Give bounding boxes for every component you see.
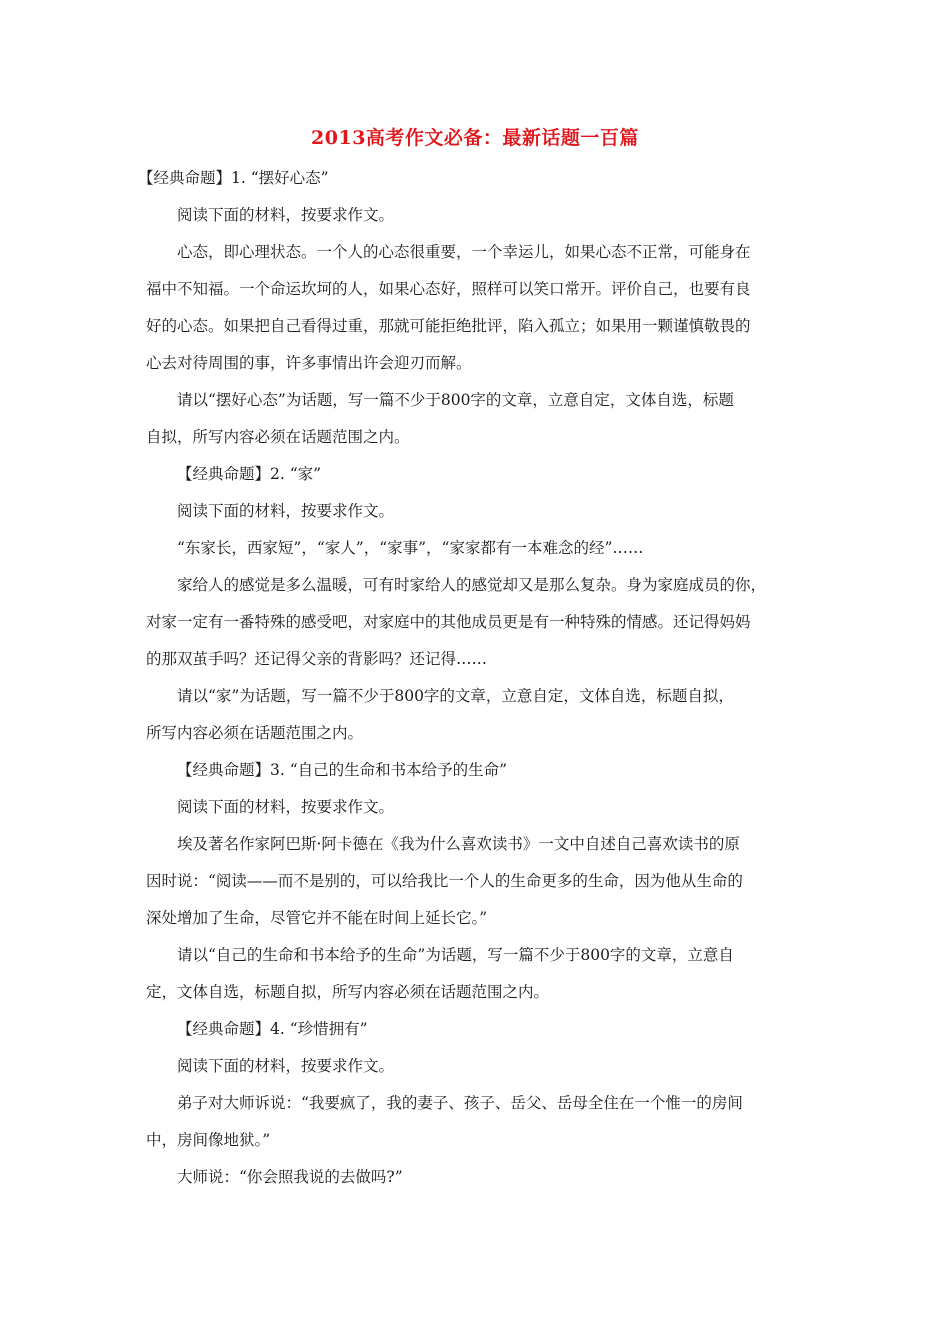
section-material-1 xyxy=(146,234,808,382)
section-quote-2: “东家长，西家短”，“家人”，“家事”，“家家都有一本难念的经”…… xyxy=(177,539,644,557)
task-line: 请以“自己的生命和书本给予的生命”为话题，写一篇不少于800字的文章，立意自 xyxy=(177,946,734,964)
section-heading-1: 【经典命题】1. “摆好心态” xyxy=(138,169,329,187)
section-task-1 xyxy=(146,382,808,456)
material-line: 福中不知福。一个命运坎坷的人，如果心态好，照样可以笑口常开。评价自己，也要有良 xyxy=(146,280,751,298)
section-task-2 xyxy=(146,678,808,752)
task-line: 自拟，所写内容必须在话题范围之内。 xyxy=(146,428,410,446)
material-line: 心态，即心理状态。一个人的心态很重要，一个幸运儿，如果心态不正常，可能身在 xyxy=(177,243,751,261)
section-dialogue-4: 大师说：“你会照我说的去做吗?” xyxy=(177,1168,403,1186)
material-line: 埃及著名作家阿巴斯·阿卡德在《我为什么喜欢读书》一文中自述自己喜欢读书的原 xyxy=(177,835,740,853)
material-line: 中，房间像地狱。” xyxy=(146,1131,271,1149)
task-line: 所写内容必须在话题范围之内。 xyxy=(146,724,364,742)
task-line: 请以“摆好心态”为话题，写一篇不少于800字的文章，立意自定，文体自选，标题 xyxy=(177,391,734,409)
document-body xyxy=(138,160,808,1196)
material-line: 好的心态。如果把自己看得过重，那就可能拒绝批评，陷入孤立；如果用一颗谨慎敬畏的 xyxy=(146,317,751,335)
section-instruction-4: 阅读下面的材料，按要求作文。 xyxy=(177,1057,395,1075)
document-title: 2013高考作文必备：最新话题一百篇 xyxy=(311,127,639,149)
material-line: 深处增加了生命，尽管它并不能在时间上延长它。” xyxy=(146,909,488,927)
task-line: 定，文体自选，标题自拟，所写内容必须在话题范围之内。 xyxy=(146,983,550,1001)
section-heading-2: 【经典命题】2. “家” xyxy=(177,465,322,483)
section-instruction-1: 阅读下面的材料，按要求作文。 xyxy=(177,206,395,224)
material-line: 弟子对大师诉说：“我要疯了，我的妻子、孩子、岳父、岳母全住在一个惟一的房间 xyxy=(177,1094,743,1112)
section-heading-3: 【经典命题】3. “自己的生命和书本给予的生命” xyxy=(177,761,508,779)
material-line: 对家一定有一番特殊的感受吧，对家庭中的其他成员更是有一种特殊的情感。还记得妈妈 xyxy=(146,613,751,631)
material-line: 因时说：“阅读——而不是别的，可以给我比一个人的生命更多的生命，因为他从生命的 xyxy=(146,872,743,890)
section-instruction-3: 阅读下面的材料，按要求作文。 xyxy=(177,798,395,816)
section-heading-4: 【经典命题】4. “珍惜拥有” xyxy=(177,1020,368,1038)
material-line: 家给人的感觉是多么温暖，可有时家给人的感觉却又是那么复杂。身为家庭成员的你， xyxy=(177,576,767,594)
section-material-2 xyxy=(146,567,808,678)
section-material-3 xyxy=(146,826,808,937)
section-instruction-2: 阅读下面的材料，按要求作文。 xyxy=(177,502,395,520)
material-line: 心去对待周围的事，许多事情出许会迎刃而解。 xyxy=(146,354,472,372)
section-material-4 xyxy=(146,1085,808,1159)
task-line: 请以“家”为话题，写一篇不少于800字的文章，立意自定，文体自选，标题自拟， xyxy=(177,687,734,705)
material-line: 的那双茧手吗？还记得父亲的背影吗？还记得…… xyxy=(146,650,488,668)
section-task-3 xyxy=(146,937,808,1011)
